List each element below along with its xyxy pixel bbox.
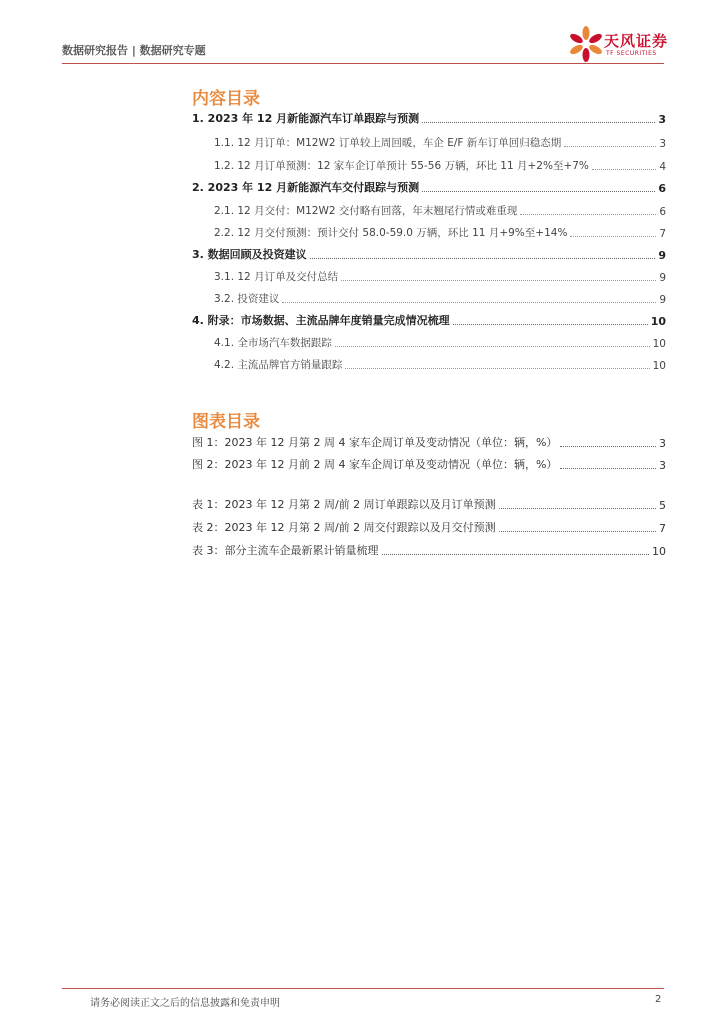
leader-dots: [453, 323, 648, 325]
toc-entry[interactable]: [192, 155, 666, 173]
figure-entry-page: 3: [659, 459, 666, 472]
table-entry-page: 10: [652, 545, 666, 558]
toc-entry-page: 9: [658, 249, 666, 262]
logo-text: 天风证券: [604, 32, 669, 50]
page-number: 2: [655, 994, 662, 1005]
leader-dots: [592, 168, 656, 170]
toc-entry-text: 2. 2023 年 12 月新能源汽车交付跟踪与预测: [192, 181, 420, 194]
footer-disclaimer: 请务必阅读正文之后的信息披露和免责申明: [90, 998, 280, 1009]
toc-entry-text: 4. 附录：市场数据、主流品牌年度销量完成情况梳理: [192, 314, 450, 327]
toc-entry-page: 10: [650, 315, 666, 328]
toc-entry[interactable]: [192, 108, 666, 126]
toc-entry-page: 6: [659, 206, 666, 218]
toc-entry-text: 2.2. 12 月交付预测：预计交付 58.0-59.0 万辆，环比 11 月+9%至+14%: [214, 227, 568, 239]
toc-entry-page: 4: [659, 161, 666, 173]
leader-dots: [282, 301, 656, 303]
toc-entry-page: 3: [659, 138, 666, 150]
leader-dots: [422, 121, 655, 123]
toc-entry[interactable]: [192, 200, 666, 218]
table-entry[interactable]: [192, 540, 666, 558]
footer-divider: [62, 988, 664, 989]
figure-entry-text: 图 1：2023 年 12 月第 2 周 4 家车企周订单及变动情况（单位：辆，%）: [192, 436, 558, 449]
toc-entry-text: 4.1. 全市场汽车数据跟踪: [214, 337, 332, 349]
toc-entry-page: 6: [658, 182, 666, 195]
toc-entry[interactable]: [192, 354, 666, 372]
leader-dots: [335, 345, 650, 347]
table-entry-text: 表 2：2023 年 12 月第 2 周/前 2 周交付跟踪以及月交付预测: [192, 521, 496, 534]
toc-entry-text: 1. 2023 年 12 月新能源汽车订单跟踪与预测: [192, 112, 420, 125]
toc-entry-page: 10: [652, 338, 666, 350]
leader-dots: [560, 467, 656, 469]
toc-entry-page: 9: [659, 294, 666, 306]
leader-dots: [341, 279, 656, 281]
leader-dots: [564, 145, 656, 147]
logo-subtext: TF SECURITIES: [606, 50, 657, 57]
toc-entry-text: 3.1. 12 月订单及交付总结: [214, 271, 339, 283]
toc-entry-page: 10: [652, 360, 666, 372]
figure-entry[interactable]: [192, 454, 666, 472]
table-entry[interactable]: [192, 517, 666, 535]
leader-dots: [345, 367, 649, 369]
toc-entry-text: 1.2. 12 月订单预测：12 家车企订单预计 55-56 万辆，环比 11 月+2%至+7%: [214, 160, 589, 172]
leader-dots: [499, 530, 656, 532]
table-entry-text: 表 1：2023 年 12 月第 2 周/前 2 周订单跟踪以及月订单预测: [192, 498, 496, 511]
table-entry-page: 5: [659, 499, 666, 512]
toc-entry-text: 2.1. 12 月交付：M12W2 交付略有回落，年末翘尾行情或难重现: [214, 205, 518, 217]
leader-dots: [499, 507, 656, 509]
table-entry-page: 7: [659, 522, 666, 535]
toc-entry[interactable]: [192, 244, 666, 262]
toc-entry-text: 1.1. 12 月订单：M12W2 订单较上周回暖，车企 E/F 新车订单回归稳态期: [214, 137, 562, 149]
header-divider: [62, 63, 664, 64]
toc-entry-text: 3.2. 投资建议: [214, 293, 280, 305]
leader-dots: [560, 445, 656, 447]
leader-dots: [310, 257, 656, 259]
toc-entry[interactable]: [192, 132, 666, 150]
leader-dots: [422, 190, 655, 192]
toc-entry-text: 3. 数据回顾及投资建议: [192, 248, 307, 261]
figure-entry-page: 3: [659, 437, 666, 450]
toc-entry[interactable]: [192, 332, 666, 350]
leader-dots: [570, 235, 656, 237]
table-entry-text: 表 3：部分主流车企最新累计销量梳理: [192, 544, 379, 557]
leader-dots: [520, 213, 656, 215]
toc-entry-text: 4.2. 主流品牌官方销量跟踪: [214, 359, 343, 371]
toc-entry[interactable]: [192, 288, 666, 306]
leader-dots: [382, 553, 650, 555]
figure-entry[interactable]: [192, 432, 666, 450]
figures-title: 图表目录: [192, 412, 260, 432]
toc-entry[interactable]: [192, 222, 666, 240]
toc-entry[interactable]: [192, 310, 666, 328]
toc-entry[interactable]: [192, 177, 666, 195]
toc-entry[interactable]: [192, 266, 666, 284]
toc-entry-page: 3: [658, 113, 666, 126]
contents-title: 内容目录: [192, 89, 260, 109]
table-entry[interactable]: [192, 494, 666, 512]
toc-entry-page: 9: [659, 272, 666, 284]
toc-entry-page: 7: [659, 228, 666, 240]
report-category: 数据研究报告 | 数据研究专题: [62, 44, 206, 57]
figure-entry-text: 图 2：2023 年 12 月前 2 周 4 家车企周订单及变动情况（单位：辆，%）: [192, 458, 558, 471]
